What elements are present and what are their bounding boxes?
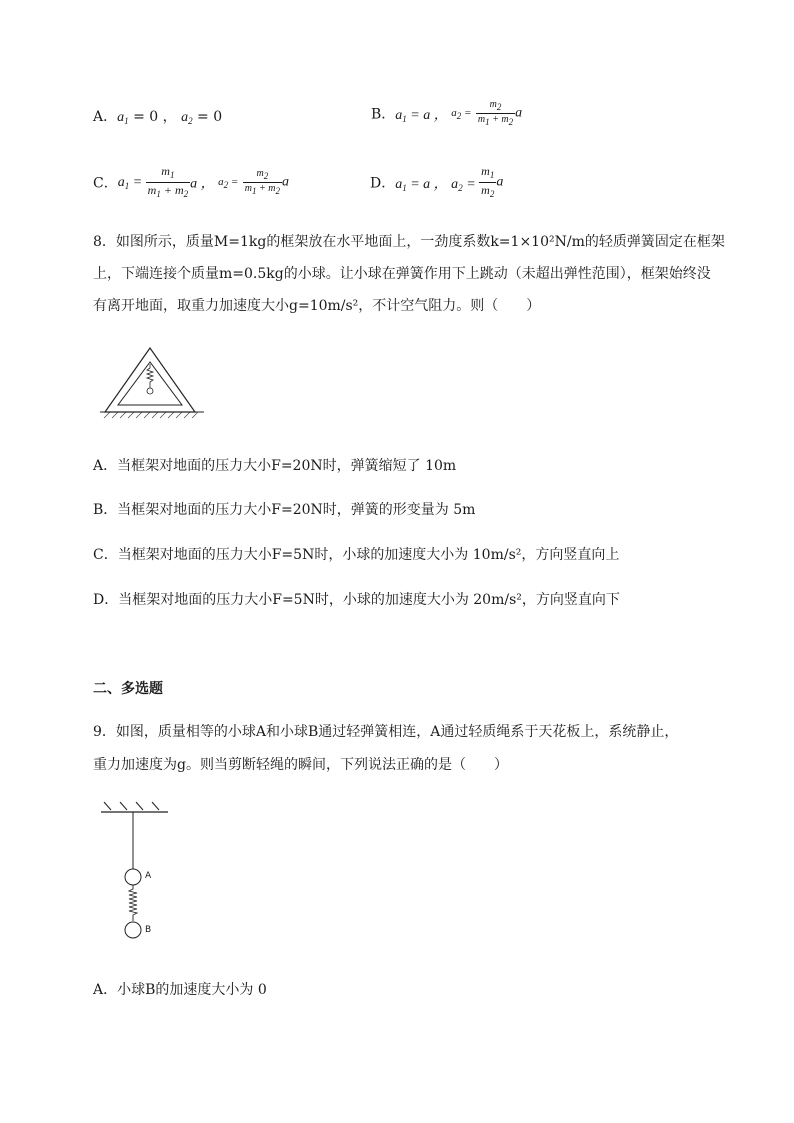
q7-option-a: A．$a_1 = 0$ ， $a_2 = 0$ <box>93 109 223 126</box>
ball-b-label: B <box>145 925 152 935</box>
section-heading: 二、多选题 <box>93 681 163 697</box>
q7-option-c: C．$a_1$ = $\frac{m_1}{m_1 + m_2}$ a ， $a_2$ = $\frac{m_2}{m_1 + m_2}$ a <box>93 164 289 199</box>
fraction: $\frac{m_1}{m_1 + m_2}$ <box>147 164 189 199</box>
q8-option-c: C．当框架对地面的压力大小F=5N时，小球的加速度大小为 10m/s²，方向竖直向上 <box>93 547 620 563</box>
q7-option-b-label: B． <box>371 106 396 123</box>
q9-stem-line1: 9．如图，质量相等的小球A和小球B通过轻弹簧相连，A通过轻质绳系于天花板上，系统静止， <box>93 724 679 740</box>
fraction: $\frac{m_1}{m_2}$ <box>481 164 495 199</box>
q8-stem-line1: 8．如图所示，质量M=1kg的框架放在水平地面上，一劲度系数k=1×10²N/m的轻质弹簧固定在框架 <box>93 234 725 250</box>
q8-option-a: A．当框架对地面的压力大小F=20N时，弹簧缩短了 10m <box>93 458 457 474</box>
q7-option-a-label: A． <box>93 109 118 125</box>
q9-option-a: A．小球B的加速度大小为 0 <box>93 982 267 998</box>
ball-a-label: A <box>145 871 152 881</box>
q8-frame-figure <box>98 344 208 424</box>
q8-option-d: D．当框架对地面的压力大小F=5N时，小球的加速度大小为 20m/s²，方向竖直向下 <box>93 592 620 608</box>
q8-stem-line2: 上，下端连接个质量m=0.5kg的小球。让小球在弹簧作用下上跳动（未超出弹性范围），框架始终没 <box>93 266 711 282</box>
q7-option-d: D．$a_1 = a$ ， $a_2$ = $\frac{m_1}{m_2}$ a <box>370 164 504 199</box>
q8-option-b: B．当框架对地面的压力大小F=20N时，弹簧的形变量为 5m <box>93 502 476 518</box>
q7-option-b: B．$a_1 = a$ ， $a_2$ = $\frac{m_2}{m_1 + m_2}$ a <box>371 99 523 127</box>
fraction: $\frac{m_2}{m_1 + m_2}$ <box>244 168 280 196</box>
q9-stem-line2: 重力加速度为g。则当剪断轻绳的瞬间，下列说法正确的是（ ） <box>93 757 508 773</box>
q7-option-c-label: C． <box>93 175 118 192</box>
q7-option-d-label: D． <box>370 175 396 192</box>
q9-spring-figure <box>96 798 186 948</box>
q8-stem-line3: 有离开地面，取重力加速度大小g=10m/s²，不计空气阻力。则（ ） <box>93 298 541 314</box>
fraction: $\frac{m_2}{m_1 + m_2}$ <box>477 99 514 127</box>
